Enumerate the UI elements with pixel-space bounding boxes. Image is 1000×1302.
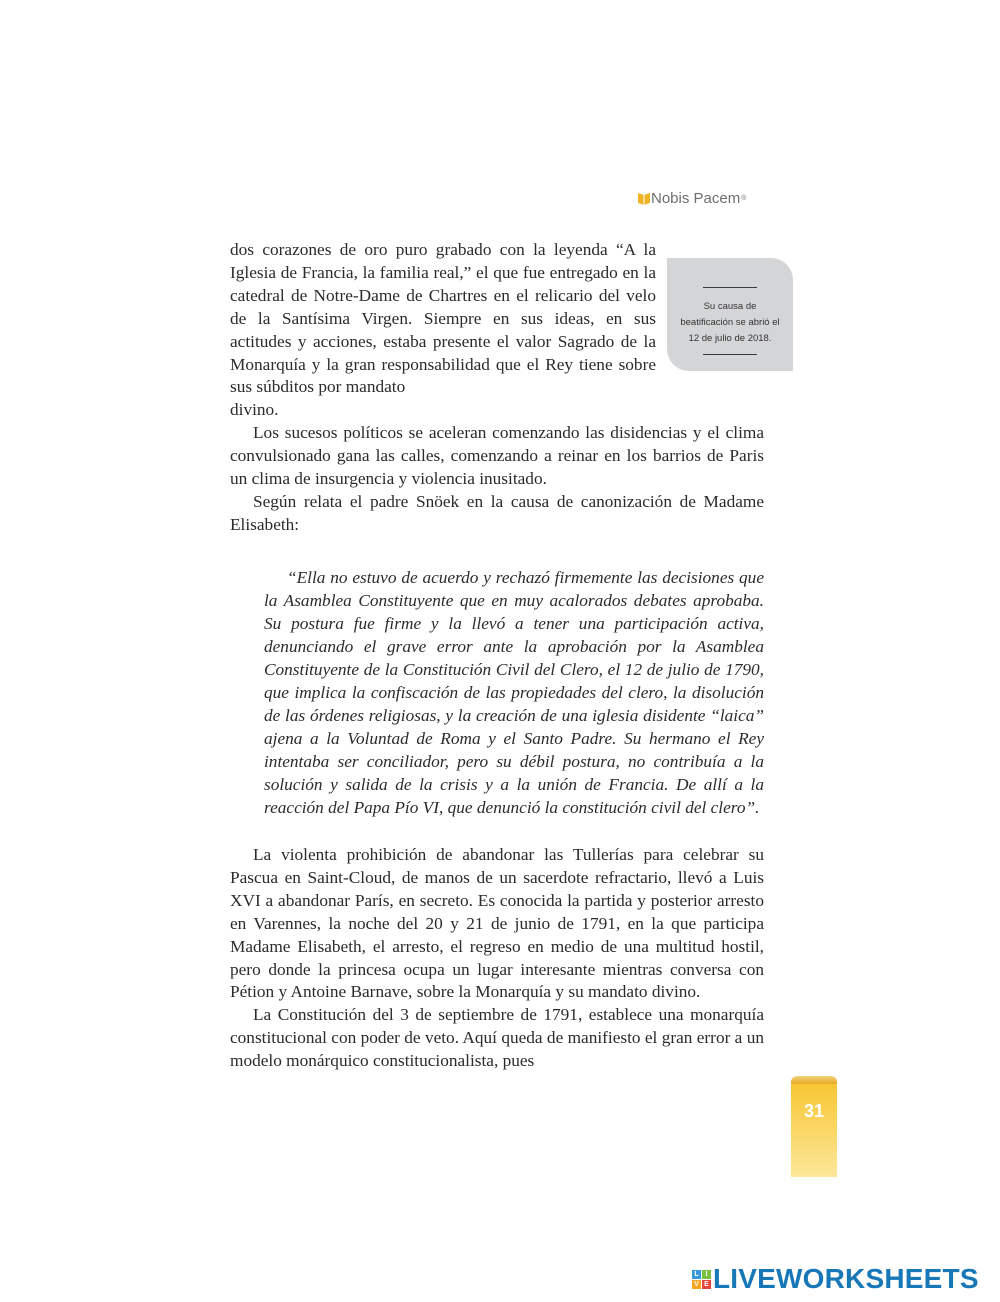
body-text-top bbox=[230, 239, 764, 537]
liveworksheets-logo bbox=[692, 1263, 979, 1295]
page-number-tab bbox=[791, 1082, 837, 1177]
logo-block: E bbox=[702, 1280, 711, 1289]
paragraph: La Constitución del 3 de septiembre de 1791, establece una monarquía constitucional con poder de veto. Aquí queda de manifiesto el gran error a un modelo monárquico constitucionalista, pues bbox=[230, 1005, 764, 1071]
paragraph-end: divino. bbox=[230, 400, 279, 420]
page-number: 31 bbox=[803, 1101, 825, 1121]
paragraph: Según relata el padre Snöek en la causa de canonización de Madame Elisabeth: bbox=[230, 491, 764, 534]
logo-block: V bbox=[692, 1280, 701, 1289]
note-line: beatificación se abrió el bbox=[680, 317, 780, 328]
brand-name: Nobis Pacem bbox=[651, 190, 741, 207]
logo-text: LIVEWORKSHEETS bbox=[713, 1263, 979, 1294]
paragraph: La violenta prohibición de abandonar las Tullerías para celebrar su Pascua en Saint-Cloud, de manos de un sacerdote refractario, llevó a Luis XVI a abandonar París, en secreto. Es conocida la partida y posterior arresto en Varennes, la noche del 20 y 21 de junio de 1791, en la que participa Madame Elisabeth, el arresto, el regreso en medio de una multitud hostil, pero donde la princesa ocupa un lugar interesante mientras conversa con Pétion y Antoine Barnave, sobre la Monarquía y su mandato divino. bbox=[230, 845, 764, 1002]
note-line: Su causa de bbox=[703, 301, 757, 312]
logo-block: I bbox=[702, 1270, 711, 1279]
brand-logo bbox=[638, 190, 746, 207]
logo-block: L bbox=[692, 1270, 701, 1279]
block-quote bbox=[264, 566, 764, 819]
paragraph: dos corazones de oro puro grabado con la leyenda “A la Iglesia de Francia, la familia real,” el que fue entregado en la catedral de Notre-Dame de Chartres en el relicario del velo de la Santísima Virgen. Siempre en sus ideas, en sus actitudes y acciones, estaba presente el valor Sagrado de la Monarquía y la gran responsabilidad que el Rey tiene sobre sus súbditos por mandato bbox=[230, 240, 656, 397]
logo-blocks-icon bbox=[692, 1270, 711, 1289]
book-icon bbox=[638, 192, 650, 205]
paragraph: Los sucesos políticos se aceleran comenzando las disidencias y el clima convulsionado gana las calles, comenzando a reinar en los barrios de Paris un clima de insurgencia y violencia inusitado. bbox=[230, 423, 764, 489]
quote-text: “Ella no estuvo de acuerdo y rechazó firmemente las decisiones que la Asamblea Constituyente que en muy acalorados debates aprobaba. Su postura fue firme y la llevó a tener una participación activa, denunciando el grave error ante la aprobación por la Asamblea Constituyente de la Constitución Civil del Clero, el 12 de julio de 1790, que implica la confiscación de las propiedades del clero, la disolución de las órdenes religiosas, y la creación de una iglesia disidente “laica” ajena a la Voluntad de Roma y el Santo Padre. Su hermano el Rey intentaba ser conciliador, pero su débil postura, no contribuía a la solución y salida de la crisis y a la unión de Francia. De allí a la reacción del Papa Pío VI, que denunció la constitución civil del clero”. bbox=[264, 568, 764, 817]
note-line: 12 de julio de 2018. bbox=[688, 333, 772, 344]
body-text-bottom bbox=[230, 844, 764, 1073]
trademark: ® bbox=[741, 195, 747, 202]
